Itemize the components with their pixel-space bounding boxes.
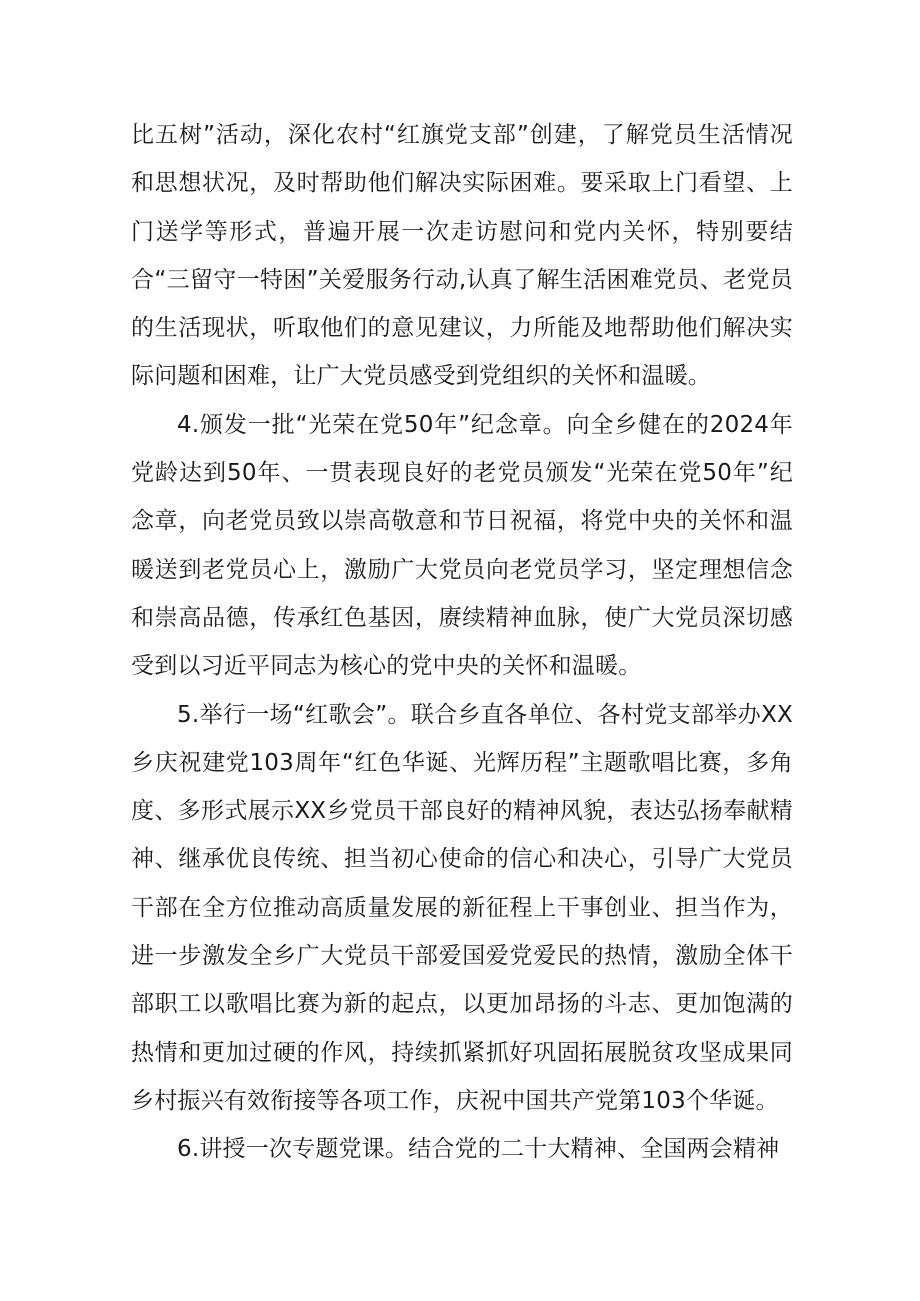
paragraph-continuation: 比五树”活动，深化农村“红旗党支部”创建，了解党员生活情况和思想状况，及时帮助他们解决实际困难。要采取上门看望、上门送学等形式，普遍开展一次走访慰问和党内关怀，特别要结合“三留守一特困”关爱服务行动,认真了解生活困难党员、老党员的生活现状，听取他们的意见建议，力所能及地帮助他们解决实际问题和困难，让广大党员感受到党组织的关怀和温暖。 bbox=[131, 122, 793, 390]
paragraph-item-6: 6.讲授一次专题党课。结合党的二十大精神、全国两会精神 bbox=[177, 1136, 780, 1163]
paragraph-item-4: 4.颁发一批“光荣在党50年”纪念章。向全乡健在的2024年党龄达到50年、一贯表现良好的老党员颁发“光荣在党50年”纪念章，向老党员致以崇高敬意和节日祝福，将党中央的关怀和温暖送到老党员心上，激励广大党员向老党员学习，坚定理想信念和崇高品德，传承红色基因，赓续精神血脉，使广大党员深切感受到以习近平同志为核心的党中央的关怀和温暖。 bbox=[131, 411, 793, 680]
paragraph-item-5: 5.举行一场“红歌会”。联合乡直各单位、各村党支部举办XX乡庆祝建党103周年“红色华诞、光辉历程”主题歌唱比赛，多角度、多形式展示XX乡党员干部良好的精神风貌，表达弘扬奉献精神、继承优良传统、担当初心使命的信心和决心，引导广大党员干部在全方位推动高质量发展的新征程上干事创业、担当作为，进一步激发全乡广大党员干部爱国爱党爱民的热情，激励全体干部职工以歌唱比赛为新的起点，以更加昂扬的斗志、更加饱满的热情和更加过硬的作风，持续抓紧抓好巩固拓展脱贫攻坚成果同乡村振兴有效衔接等各项工作，庆祝中国共产党第103个华诞。 bbox=[131, 701, 793, 1114]
document-body bbox=[131, 111, 793, 1174]
